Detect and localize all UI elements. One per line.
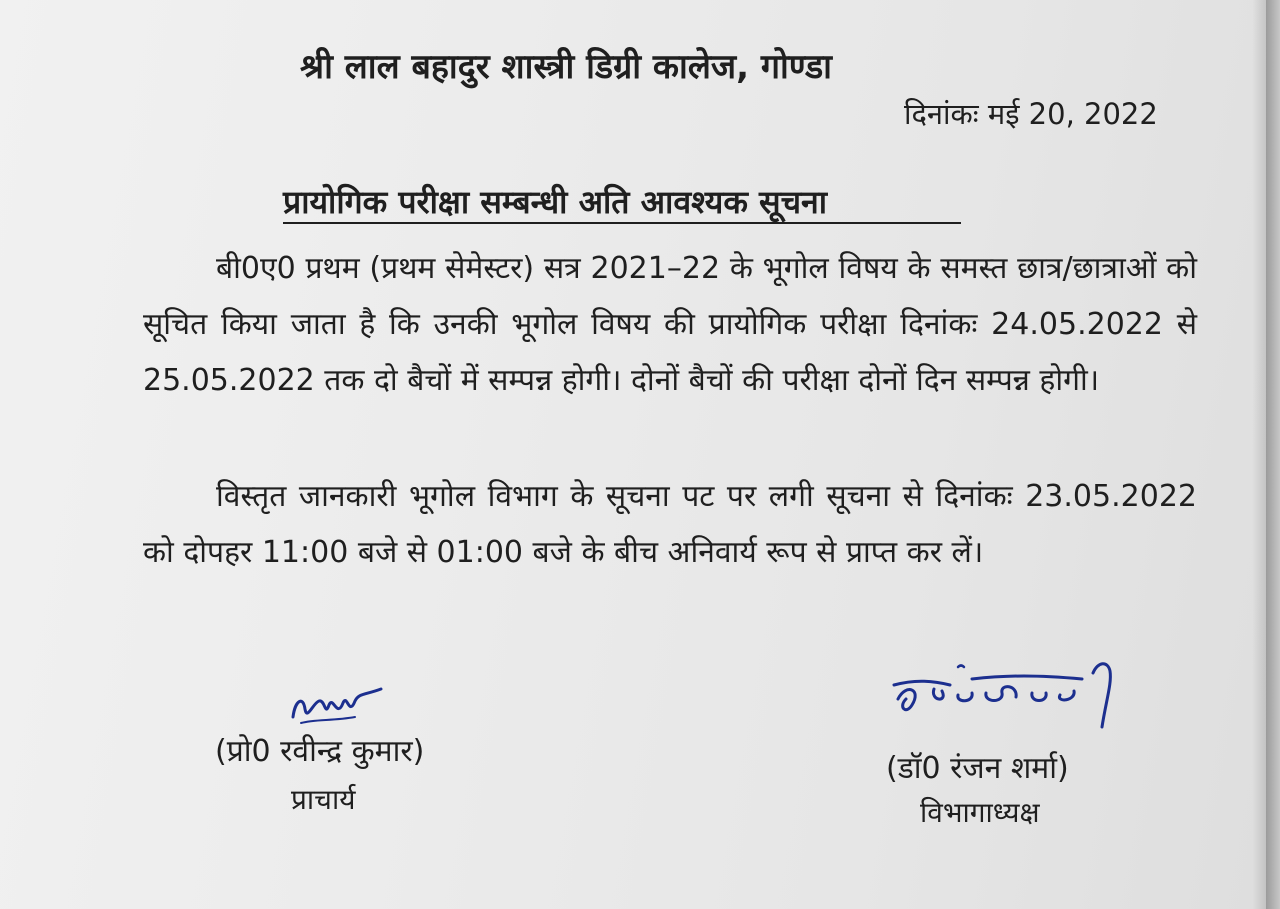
notice-paragraph-1: बी0ए0 प्रथम (प्रथम सेमेस्टर) सत्र 2021–22 के भूगोल विषय के समस्त छात्र/छात्राओं को सूचित किया जाता है कि उनकी भूगोल विषय की प्रायोगिक परीक्षा दिनांकः 24.05.2022 से 25.05.2022 तक दो बैचों में सम्पन्न होगी। दोनों बैचों की परीक्षा दोनों दिन सम्पन्न होगी। bbox=[143, 251, 1197, 398]
principal-signature bbox=[285, 683, 395, 731]
college-name: श्री लाल बहादुर शास्त्री डिग्री कालेज, गोण्डा bbox=[300, 47, 832, 87]
notice-date: दिनांकः मई 20, 2022 bbox=[904, 97, 1158, 131]
notice-title: प्रायोगिक परीक्षा सम्बन्धी अति आवश्यक सूचना bbox=[283, 183, 828, 221]
principal-name: (प्रो0 रवीन्द्र कुमार) bbox=[215, 734, 425, 769]
page-edge bbox=[1266, 0, 1280, 909]
principal-designation: प्राचार्य bbox=[291, 783, 356, 816]
notice-paragraph-2: विस्तृत जानकारी भूगोल विभाग के सूचना पट पर लगी सूचना से दिनांकः 23.05.2022 को दोपहर 11:00 बजे से 01:00 बजे के बीच अनिवार्य रूप से प्राप्त कर लें। bbox=[143, 479, 1197, 570]
hod-designation: विभागाध्यक्ष bbox=[920, 796, 1040, 829]
hod-name: (डॉ0 रंजन शर्मा) bbox=[886, 751, 1069, 786]
hod-signature bbox=[888, 655, 1118, 735]
title-underline bbox=[283, 222, 961, 224]
